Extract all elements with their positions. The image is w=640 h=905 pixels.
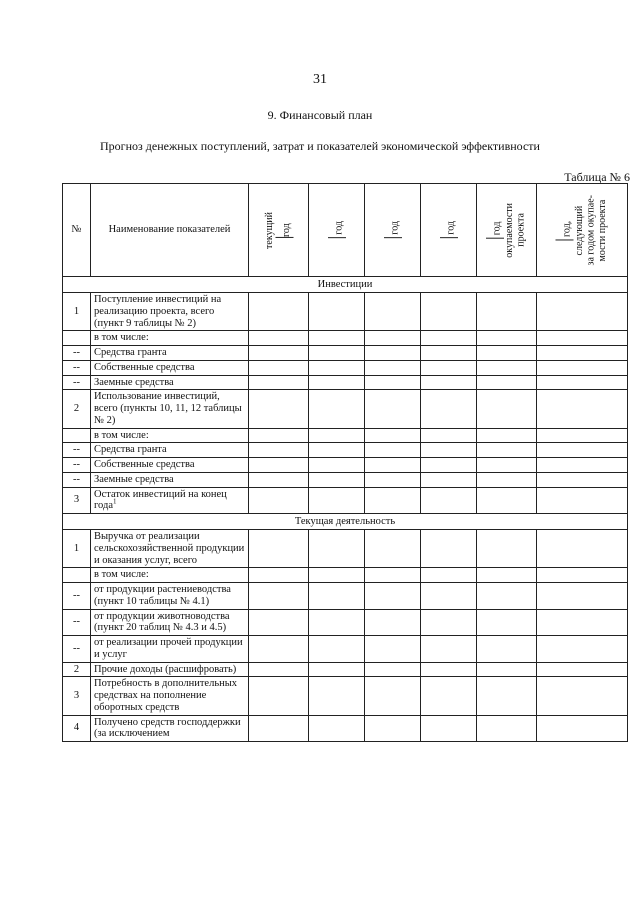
value-cell[interactable]: [537, 609, 628, 636]
row-name-text: в том числе:: [94, 429, 149, 441]
row-name-text: Получено средств господдержки (за исключением: [94, 716, 241, 740]
value-cell[interactable]: [537, 390, 628, 428]
row-number: --: [63, 583, 91, 610]
table-label: Таблица № 6: [564, 170, 630, 184]
header-after-payback-c: за годом окупае-: [585, 194, 597, 266]
row-number: --: [63, 472, 91, 487]
value-cell[interactable]: [421, 443, 477, 458]
value-cell[interactable]: [477, 609, 537, 636]
value-cell[interactable]: [309, 677, 365, 715]
row-name: [91, 443, 249, 458]
value-cell[interactable]: [365, 715, 421, 742]
value-cell[interactable]: [421, 458, 477, 473]
value-cell[interactable]: [309, 487, 365, 514]
value-cell[interactable]: [421, 530, 477, 568]
row-name-text: Средства гранта: [94, 444, 167, 456]
row-number: 1: [63, 293, 91, 331]
row-name: [91, 360, 249, 375]
table-row: [63, 568, 628, 583]
value-cell[interactable]: [477, 568, 537, 583]
value-cell[interactable]: [477, 677, 537, 715]
value-cell[interactable]: [477, 458, 537, 473]
value-cell[interactable]: [537, 472, 628, 487]
table-body: [63, 277, 628, 742]
value-cell[interactable]: [477, 390, 537, 428]
value-cell[interactable]: [365, 360, 421, 375]
section-title-cell: Текущая деятельность: [63, 514, 628, 530]
value-cell[interactable]: [537, 715, 628, 742]
value-cell[interactable]: [365, 583, 421, 610]
value-cell[interactable]: [249, 360, 309, 375]
value-cell[interactable]: [365, 472, 421, 487]
value-cell[interactable]: [477, 662, 537, 677]
value-cell[interactable]: [249, 443, 309, 458]
value-cell[interactable]: [365, 375, 421, 390]
row-name-text: Собственные средства: [94, 361, 195, 373]
value-cell[interactable]: [309, 472, 365, 487]
value-cell[interactable]: [477, 530, 537, 568]
value-cell[interactable]: [249, 458, 309, 473]
value-cell[interactable]: [421, 390, 477, 428]
row-number: 1: [63, 530, 91, 568]
value-cell[interactable]: [365, 346, 421, 361]
table-row: [63, 443, 628, 458]
value-cell[interactable]: [249, 583, 309, 610]
value-cell[interactable]: [477, 443, 537, 458]
value-cell[interactable]: [477, 346, 537, 361]
row-name-text: в том числе:: [94, 569, 149, 581]
value-cell[interactable]: [309, 375, 365, 390]
row-number: 3: [63, 677, 91, 715]
financial-plan-table: [62, 183, 628, 742]
table-row: [63, 662, 628, 677]
value-cell[interactable]: [365, 677, 421, 715]
value-cell[interactable]: [537, 443, 628, 458]
value-cell[interactable]: [365, 636, 421, 663]
row-number: 3: [63, 487, 91, 514]
row-name-text: Выручка от реализации сельскохозяйственной продукции и оказания услуг, всего: [94, 531, 245, 566]
row-name-text: Использование инвестиций, всего (пункты 10, 11, 12 таблицы № 2): [94, 391, 242, 426]
header-payback-year-b: окупаемости: [504, 202, 515, 258]
row-name: [91, 458, 249, 473]
blank-line: [486, 238, 504, 239]
value-cell[interactable]: [421, 636, 477, 663]
value-cell[interactable]: [477, 487, 537, 514]
value-cell[interactable]: [309, 609, 365, 636]
row-number: --: [63, 360, 91, 375]
value-cell[interactable]: [249, 636, 309, 663]
section-title: 9. Финансовый план: [267, 108, 373, 122]
table-row: [63, 458, 628, 473]
row-name: [91, 609, 249, 636]
value-cell[interactable]: [477, 331, 537, 346]
table-row: [63, 636, 628, 663]
row-name-text: Поступление инвестиций на реализацию проекта, всего (пункт 9 таблицы № 2): [94, 294, 222, 329]
value-cell[interactable]: [309, 390, 365, 428]
value-cell[interactable]: [477, 472, 537, 487]
table-row: [63, 375, 628, 390]
value-cell[interactable]: [249, 677, 309, 715]
value-cell[interactable]: [309, 583, 365, 610]
row-name: [91, 428, 249, 443]
table-row: [63, 428, 628, 443]
row-name: [91, 583, 249, 610]
footnote-marker: 1: [113, 497, 117, 506]
page-number: 31: [313, 72, 327, 87]
value-cell[interactable]: [249, 530, 309, 568]
value-cell[interactable]: [477, 715, 537, 742]
row-name: [91, 390, 249, 428]
header-name: Наименование показателей: [91, 184, 249, 277]
row-number: --: [63, 375, 91, 390]
table-row: [63, 360, 628, 375]
value-cell[interactable]: [365, 428, 421, 443]
value-cell[interactable]: [365, 390, 421, 428]
row-name: [91, 375, 249, 390]
value-cell[interactable]: [309, 568, 365, 583]
section-row: [63, 514, 628, 530]
value-cell[interactable]: [249, 428, 309, 443]
header-year-3-label: год: [388, 221, 400, 236]
value-cell[interactable]: [249, 346, 309, 361]
value-cell[interactable]: [537, 530, 628, 568]
value-cell[interactable]: [421, 428, 477, 443]
value-cell[interactable]: [477, 375, 537, 390]
value-cell[interactable]: [477, 636, 537, 663]
table-row: [63, 530, 628, 568]
row-name-text: Собственные средства: [94, 459, 195, 470]
value-cell[interactable]: [421, 583, 477, 610]
value-cell[interactable]: [421, 346, 477, 361]
value-cell[interactable]: [537, 331, 628, 346]
value-cell[interactable]: [537, 568, 628, 583]
value-cell[interactable]: [421, 715, 477, 742]
value-cell[interactable]: [477, 583, 537, 610]
header-after-payback-year: [537, 184, 628, 277]
row-number: --: [63, 458, 91, 473]
blank-line: [556, 239, 574, 240]
value-cell[interactable]: [249, 472, 309, 487]
value-cell[interactable]: [249, 331, 309, 346]
value-cell[interactable]: [421, 487, 477, 514]
table-row: [63, 293, 628, 331]
header-year-2: [309, 184, 365, 277]
header-year-4-label: год: [444, 221, 456, 236]
value-cell[interactable]: [421, 375, 477, 390]
value-cell[interactable]: [309, 346, 365, 361]
value-cell[interactable]: [249, 375, 309, 390]
row-name-text: от реализации прочей продукции и услуг: [94, 637, 243, 660]
row-number: [63, 428, 91, 443]
row-name: [91, 636, 249, 663]
row-number: --: [63, 443, 91, 458]
row-name-text: Потребность в дополнительных средствах на пополнение оборотных средств: [94, 678, 238, 713]
section-title-cell: Инвестиции: [63, 277, 628, 293]
header-current-year: [249, 184, 309, 277]
row-name: [91, 530, 249, 568]
value-cell[interactable]: [537, 293, 628, 331]
value-cell[interactable]: [309, 443, 365, 458]
value-cell[interactable]: [365, 487, 421, 514]
value-cell[interactable]: [365, 293, 421, 331]
row-name: [91, 346, 249, 361]
value-cell[interactable]: [365, 530, 421, 568]
row-name-text: Заемные средства: [94, 473, 174, 485]
row-name: [91, 677, 249, 715]
value-cell[interactable]: [309, 360, 365, 375]
row-name: [91, 293, 249, 331]
header-after-payback-a: год,: [561, 220, 573, 237]
value-cell[interactable]: [249, 293, 309, 331]
value-cell[interactable]: [365, 458, 421, 473]
value-cell[interactable]: [421, 472, 477, 487]
row-number: 4: [63, 715, 91, 742]
row-name-text: Средства гранта: [94, 347, 167, 358]
value-cell[interactable]: [249, 568, 309, 583]
value-cell[interactable]: [421, 662, 477, 677]
table-row: [63, 715, 628, 742]
value-cell[interactable]: [365, 443, 421, 458]
value-cell[interactable]: [421, 677, 477, 715]
header-payback-year-c: проекта: [515, 213, 527, 247]
value-cell[interactable]: [309, 458, 365, 473]
value-cell[interactable]: [537, 487, 628, 514]
row-name: [91, 487, 249, 514]
header-payback-year: [477, 184, 537, 277]
value-cell[interactable]: [537, 677, 628, 715]
header-current-year-word: год: [280, 222, 292, 237]
value-cell[interactable]: [309, 715, 365, 742]
header-after-payback-d: мости проекта: [596, 199, 608, 261]
row-name: [91, 331, 249, 346]
table-row: [63, 390, 628, 428]
table-row: [63, 677, 628, 715]
value-cell[interactable]: [309, 636, 365, 663]
value-cell[interactable]: [537, 458, 628, 473]
table-row: [63, 487, 628, 514]
row-name-text: от продукции животноводства (пункт 20 таблиц № 4.3 и 4.5): [94, 610, 230, 634]
value-cell[interactable]: [537, 346, 628, 361]
row-name: [91, 662, 249, 677]
value-cell[interactable]: [421, 568, 477, 583]
value-cell[interactable]: [309, 530, 365, 568]
value-cell[interactable]: [421, 360, 477, 375]
value-cell[interactable]: [249, 715, 309, 742]
row-number: --: [63, 609, 91, 636]
row-number: 2: [63, 390, 91, 428]
value-cell[interactable]: [249, 390, 309, 428]
row-name: [91, 568, 249, 583]
row-name: [91, 715, 249, 742]
value-cell[interactable]: [477, 293, 537, 331]
table-row: [63, 346, 628, 361]
header-year-2-label: год: [332, 221, 344, 236]
header-year-4: [421, 184, 477, 277]
row-name-text: в том числе:: [94, 332, 149, 344]
value-cell[interactable]: [537, 375, 628, 390]
row-name-text: от продукции растениеводства (пункт 10 таблицы № 4.1): [94, 584, 231, 607]
row-number: 2: [63, 662, 91, 677]
value-cell[interactable]: [421, 293, 477, 331]
value-cell[interactable]: [537, 662, 628, 677]
value-cell[interactable]: [537, 360, 628, 375]
value-cell[interactable]: [309, 331, 365, 346]
value-cell[interactable]: [365, 568, 421, 583]
value-cell[interactable]: [537, 428, 628, 443]
section-row: [63, 277, 628, 293]
table-row: [63, 331, 628, 346]
value-cell[interactable]: [365, 609, 421, 636]
value-cell[interactable]: [537, 583, 628, 610]
row-name: [91, 472, 249, 487]
value-cell[interactable]: [477, 428, 537, 443]
value-cell[interactable]: [249, 662, 309, 677]
blank-line: [440, 238, 458, 239]
row-number: [63, 568, 91, 583]
header-number: №: [63, 184, 91, 277]
value-cell[interactable]: [309, 662, 365, 677]
row-name-text: Прочие доходы (расшифровать): [94, 663, 237, 675]
row-number: --: [63, 636, 91, 663]
header-year-3: [365, 184, 421, 277]
value-cell[interactable]: [365, 331, 421, 346]
header-after-payback-b: следующий: [573, 205, 585, 255]
value-cell[interactable]: [421, 331, 477, 346]
header-payback-year-a: год: [491, 221, 503, 236]
blank-line: [328, 238, 346, 239]
value-cell[interactable]: [365, 662, 421, 677]
value-cell[interactable]: [309, 293, 365, 331]
row-name-text: Заемные средства: [94, 376, 174, 388]
value-cell[interactable]: [249, 487, 309, 514]
value-cell[interactable]: [477, 360, 537, 375]
document-subtitle: Прогноз денежных поступлений, затрат и показателей экономической эффективности: [100, 139, 540, 153]
table-row: [63, 472, 628, 487]
value-cell[interactable]: [537, 636, 628, 663]
value-cell[interactable]: [421, 609, 477, 636]
row-number: --: [63, 346, 91, 361]
table-row: [63, 583, 628, 610]
table-row: [63, 609, 628, 636]
header-current-year-label: текущий: [263, 211, 275, 249]
value-cell[interactable]: [309, 428, 365, 443]
value-cell[interactable]: [249, 609, 309, 636]
blank-line: [384, 238, 402, 239]
row-number: [63, 331, 91, 346]
table-header-row: [63, 184, 628, 277]
row-name-text: Остаток инвестиций на конец года: [94, 488, 227, 512]
